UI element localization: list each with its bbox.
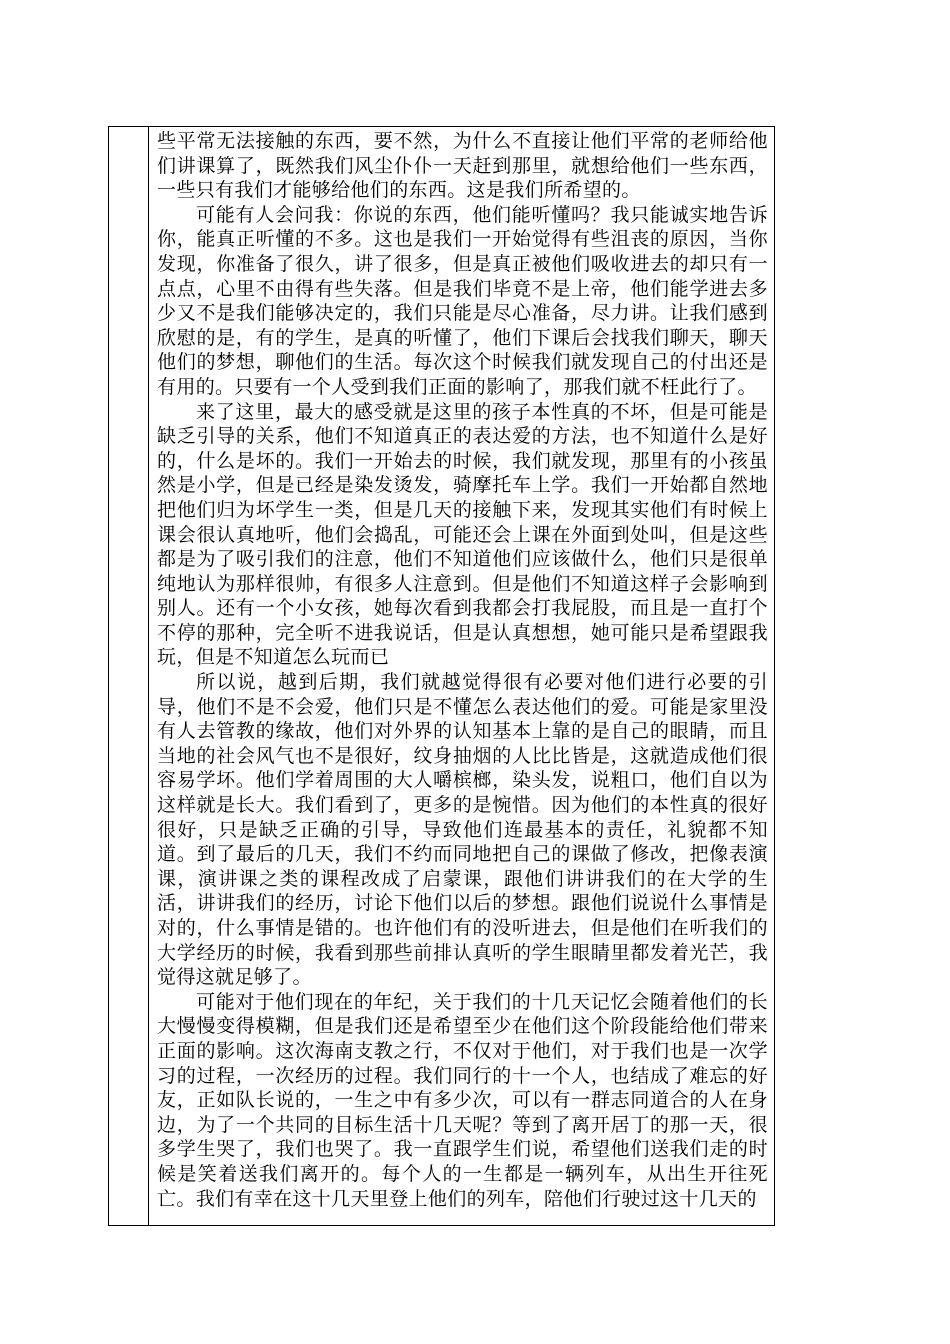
- paragraph-5: 可能对于他们现在的年纪，关于我们的十几天记忆会随着他们的长大慢慢变得模糊，但是我们还是希望至少在他们这个阶段能给他们带来正面的影响。这次海南支教之行，不仅对于他们，对于我们也是一次学习的过程，一次经历的过程。我们同行的十一个人，也结成了难忘的好友，正如队长说的，一生之中有多少次，可以有一群志同道合的人在身边，为了一个共同的目标生活十几天呢？等到了离开居丁的那一天，很多学生哭了，我们也哭了。我一直跟学生们说，希望他们送我们走的时候是笑着送我们离开的。每个人的一生都是一辆列车，从出生开往死亡。我们有幸在这十几天里登上他们的列车，陪他们行驶过这十几天的: [157, 990, 768, 1210]
- paragraph-4: 所以说，越到后期，我们就越觉得很有必要对他们进行必要的引导，他们不是不会爱，他们只是不懂怎么表达他们的爱。可能是家里没有人去管教的缘故，他们对外界的认知基本上靠的是自己的眼睛，而且当地的社会风气也不是很好，纹身抽烟的人比比皆是，这就造成他们很容易学坏。他们学着周围的大人嚼槟榔，染头发，说粗口，他们自以为这样就是长大。我们看到了，更多的是惋惜。因为他们的本性真的很好很好，只是缺乏正确的引导，导致他们连最基本的责任，礼貌都不知道。到了最后的几天，我们不约而同地把自己的课做了修改，把像表演课，演讲课之类的课程改成了启蒙课，跟他们讲讲我们的在大学的生活，讲讲我们的经历，讨论下他们以后的梦想。跟他们说说什么事情是对的，什么事情是错的。也许他们有的没听进去，但是他们在听我们的大学经历的时候，我看到那些前排认真听的学生眼睛里都发着光芒，我觉得这就足够了。: [157, 671, 768, 989]
- paragraph-3: 来了这里，最大的感受就是这里的孩子本性真的不坏，但是可能是缺乏引导的关系，他们不知道真正的表达爱的方法，也不知道什么是好的，什么是坏的。我们一开始去的时候，我们就发现，那里有的小孩虽然是小学，但是已经是染发烫发，骑摩托车上学。我们一开始都自然地把他们归为坏学生一类，但是几天的接触下来，发现其实他们有时候上课会很认真地听，他们会捣乱，可能还会上课在外面到处叫，但是这些都是为了吸引我们的注意，他们不知道他们应该做什么，他们只是很单纯地认为那样很帅，有很多人注意到。但是他们不知道这样子会影响到别人。还有一个小女孩，她每次看到我都会打我屁股，而且是一直打个不停的那种，完全听不进我说话，但是认真想想，她可能只是希望跟我玩，但是不知道怎么玩而已: [157, 400, 768, 669]
- table-content-cell: [149, 127, 774, 1225]
- table-left-cell: [109, 127, 149, 1225]
- paragraph-2: 可能有人会问我：你说的东西，他们能听懂吗？我只能诚实地告诉你，能真正听懂的不多。这也是我们一开始觉得有些沮丧的原因，当你发现，你准备了很久，讲了很多，但是真正被他们吸收进去的却只有一点点，心里不由得有些失落。但是我们毕竟不是上帝，他们能学进去多少又不是我们能够决定的，我们只能是尽心准备，尽力讲。让我们感到欣慰的是，有的学生，是真的听懂了，他们下课后会找我们聊天，聊天他们的梦想，聊他们的生活。每次这个时候我们就发现自己的付出还是有用的。只要有一个人受到我们正面的影响了，那我们就不枉此行了。: [157, 203, 768, 398]
- document-table: [108, 126, 775, 1226]
- paragraph-1: 些平常无法接触的东西，要不然，为什么不直接让他们平常的老师给他们讲课算了，既然我们风尘仆仆一天赶到那里，就想给他们一些东西，一些只有我们才能够给他们的东西。这是我们所希望的。: [157, 130, 768, 202]
